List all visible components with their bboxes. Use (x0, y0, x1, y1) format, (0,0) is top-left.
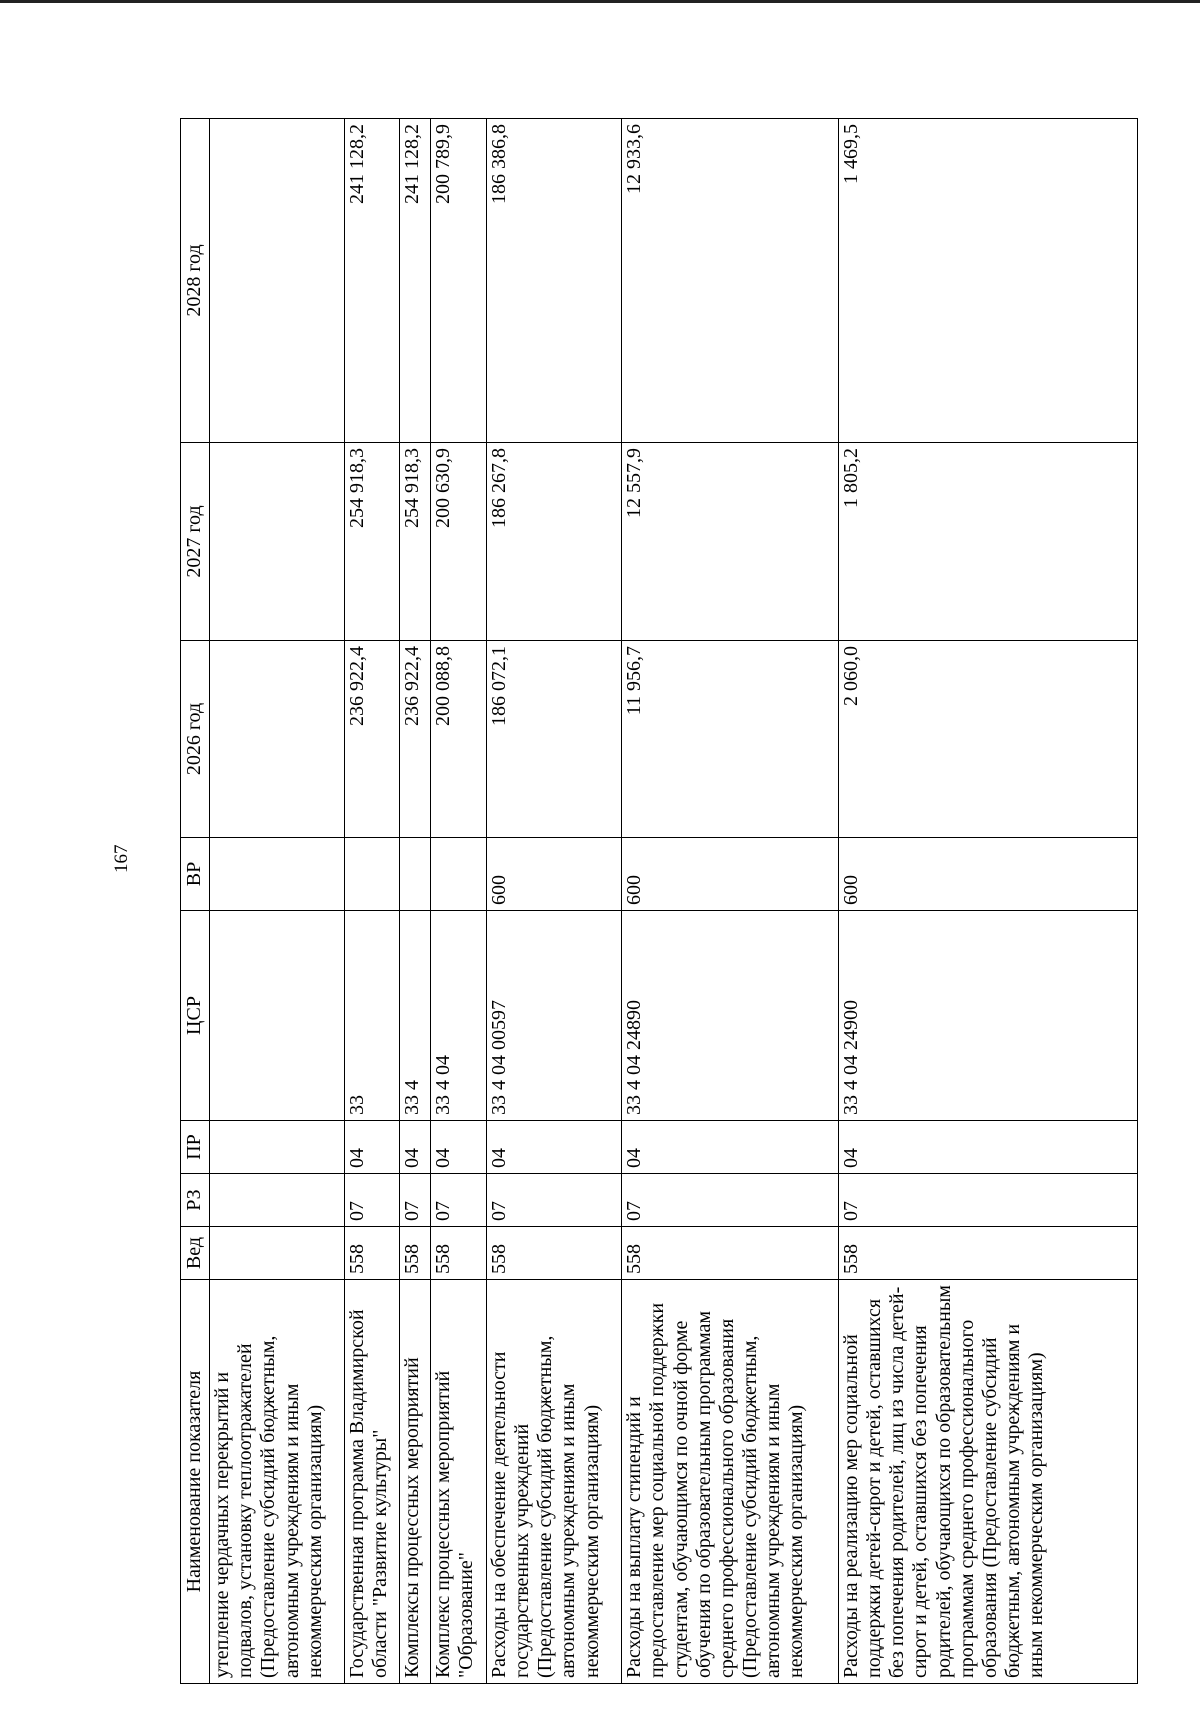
cell-name: утепление чердачных перекрытий и подвалов, установку теплоотражателей (Предоставление субсидий бюджетным, автономным учреждениям и иным некоммерческим организациям) (210, 1280, 345, 1684)
cell-ved (210, 1227, 345, 1280)
cell-vr (400, 838, 431, 911)
cell-rz: 07 (400, 1174, 431, 1227)
cell-2028: 200 789,9 (430, 119, 486, 443)
cell-name: Расходы на выплату стипендий и предоставление мер социальной поддержки студентам, обучающимся по очной форме обучения по образовательным программам среднего профессионального образования (Предоставление субсидий бюджетным, автономным учреждениям и иным некоммерческим организациям) (622, 1280, 839, 1684)
cell-ved: 558 (486, 1227, 621, 1280)
header-vr: ВР (181, 838, 210, 911)
table-row (486, 119, 621, 1684)
cell-2027: 12 557,9 (622, 443, 839, 641)
cell-rz (210, 1174, 345, 1227)
cell-2026: 236 922,4 (345, 641, 400, 838)
header-csr: ЦСР (181, 911, 210, 1121)
header-ved: Вед (181, 1227, 210, 1280)
cell-2026: 2 060,0 (838, 641, 1137, 838)
cell-pr: 04 (400, 1121, 431, 1174)
cell-csr: 33 (345, 911, 400, 1121)
cell-name: Государственная программа Владимирской области "Развитие культуры" (345, 1280, 400, 1684)
cell-csr (210, 911, 345, 1121)
cell-pr: 04 (486, 1121, 621, 1174)
cell-csr: 33 4 04 24890 (622, 911, 839, 1121)
cell-pr (210, 1121, 345, 1174)
cell-name: Расходы на обеспечение деятельности государственных учреждений (Предоставление субсидий бюджетным, автономным учреждениям и иным некоммерческим организациям) (486, 1280, 621, 1684)
cell-csr: 33 4 (400, 911, 431, 1121)
cell-vr (430, 838, 486, 911)
header-2026: 2026 год (181, 641, 210, 838)
cell-pr: 04 (430, 1121, 486, 1174)
cell-name: Комплекс процессных мероприятий "Образование" (430, 1280, 486, 1684)
header-name: Наименование показателя (181, 1280, 210, 1684)
cell-2027: 186 267,8 (486, 443, 621, 641)
header-pr: ПР (181, 1121, 210, 1174)
cell-pr: 04 (622, 1121, 839, 1174)
header-2027: 2027 год (181, 443, 210, 641)
cell-ved: 558 (622, 1227, 839, 1280)
cell-2027: 1 805,2 (838, 443, 1137, 641)
table-header-row (181, 119, 210, 1684)
cell-2026: 186 072,1 (486, 641, 621, 838)
cell-2028: 186 386,8 (486, 119, 621, 443)
cell-name: Комплексы процессных мероприятий (400, 1280, 431, 1684)
cell-vr (345, 838, 400, 911)
table-row (400, 119, 431, 1684)
cell-rz: 07 (622, 1174, 839, 1227)
table-row (210, 119, 345, 1684)
cell-vr: 600 (838, 838, 1137, 911)
cell-vr: 600 (486, 838, 621, 911)
cell-2028: 1 469,5 (838, 119, 1137, 443)
cell-csr: 33 4 04 00597 (486, 911, 621, 1121)
budget-table (180, 118, 1138, 1684)
cell-rz: 07 (838, 1174, 1137, 1227)
cell-ved: 558 (400, 1227, 431, 1280)
cell-vr: 600 (622, 838, 839, 911)
cell-2028 (210, 119, 345, 443)
cell-2027: 254 918,3 (345, 443, 400, 641)
header-rz: РЗ (181, 1174, 210, 1227)
cell-pr: 04 (838, 1121, 1137, 1174)
table-row (622, 119, 839, 1684)
cell-ved: 558 (345, 1227, 400, 1280)
table-row (345, 119, 400, 1684)
cell-rz: 07 (430, 1174, 486, 1227)
table-row (838, 119, 1137, 1684)
cell-csr: 33 4 04 24900 (838, 911, 1137, 1121)
cell-csr: 33 4 04 (430, 911, 486, 1121)
cell-ved: 558 (838, 1227, 1137, 1280)
cell-2028: 241 128,2 (345, 119, 400, 443)
cell-2027: 254 918,3 (400, 443, 431, 641)
cell-2027 (210, 443, 345, 641)
table-row (430, 119, 486, 1684)
cell-vr (210, 838, 345, 911)
cell-rz: 07 (345, 1174, 400, 1227)
cell-pr: 04 (345, 1121, 400, 1174)
cell-2026 (210, 641, 345, 838)
cell-2028: 241 128,2 (400, 119, 431, 443)
cell-2026: 236 922,4 (400, 641, 431, 838)
rotated-table-container (180, 119, 1138, 1684)
header-2028: 2028 год (181, 119, 210, 443)
cell-2026: 11 956,7 (622, 641, 839, 838)
scan-top-border (0, 0, 1200, 3)
cell-2028: 12 933,6 (622, 119, 839, 443)
page-number: 167 (111, 844, 132, 873)
cell-2027: 200 630,9 (430, 443, 486, 641)
cell-name: Расходы на реализацию мер социальной поддержки детей-сирот и детей, оставшихся без попечения родителей, лиц из числа детей-сирот и детей, оставшихся без попечения родителей, обучающихся по образовательным программам среднего профессионального образования (Предоставление субсидий бюджетным, автономным учреждениям и иным некоммерческим организациям) (838, 1280, 1137, 1684)
cell-ved: 558 (430, 1227, 486, 1280)
cell-2026: 200 088,8 (430, 641, 486, 838)
cell-rz: 07 (486, 1174, 621, 1227)
